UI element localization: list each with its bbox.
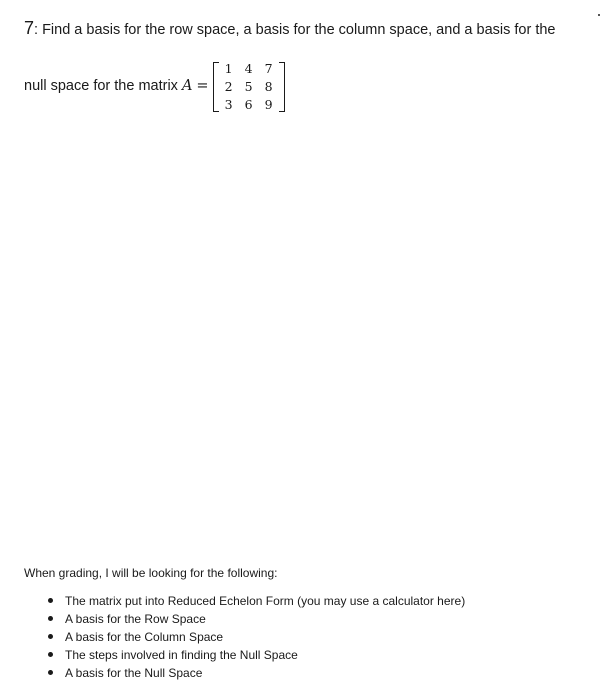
- question-line-1: [24, 18, 594, 40]
- criteria-text: The matrix put into Reduced Echelon Form (you may use a calculator here): [65, 594, 466, 608]
- matrix-cell: 8: [264, 79, 273, 94]
- list-item: [48, 665, 584, 681]
- grading-intro: When grading, I will be looking for the following:: [24, 566, 278, 580]
- matrix-right-bracket: [279, 62, 285, 112]
- question-text-2: null space for the matrix: [24, 78, 178, 94]
- question-block: [24, 18, 594, 112]
- criteria-text: A basis for the Row Space: [65, 612, 206, 626]
- list-item: [48, 629, 584, 645]
- grading-section: [24, 565, 584, 683]
- matrix-cell: 3: [224, 97, 233, 112]
- bullet-icon: [48, 616, 53, 621]
- matrix-cell: 2: [224, 79, 233, 94]
- question-text-1: : Find a basis for the row space, a basis for the column space, and a basis for the: [34, 22, 556, 38]
- matrix-cell: 9: [264, 97, 273, 112]
- matrix-cell: 6: [244, 97, 253, 112]
- matrix-entries: [219, 60, 279, 114]
- question-line-2: [24, 58, 285, 114]
- criteria-text: A basis for the Column Space: [65, 630, 224, 644]
- matrix-cell: 7: [264, 61, 273, 76]
- list-item: [48, 647, 584, 663]
- matrix-cell: 4: [244, 61, 253, 76]
- matrix-a: [213, 60, 285, 114]
- bullet-icon: [48, 598, 53, 603]
- matrix-cell: 5: [244, 79, 253, 94]
- matrix-cell: 1: [224, 61, 233, 76]
- grading-criteria-list: [24, 593, 584, 681]
- matrix-variable: A: [181, 78, 193, 94]
- question-number: 7: [24, 18, 35, 38]
- equals-sign: =: [196, 78, 209, 94]
- list-item: [48, 593, 584, 609]
- criteria-text: The steps involved in finding the Null Space: [65, 648, 298, 662]
- bullet-icon: [48, 634, 53, 639]
- corner-dot: [598, 14, 600, 16]
- criteria-text: A basis for the Null Space: [65, 666, 203, 680]
- bullet-icon: [48, 652, 53, 657]
- bullet-icon: [48, 670, 53, 675]
- list-item: [48, 611, 584, 627]
